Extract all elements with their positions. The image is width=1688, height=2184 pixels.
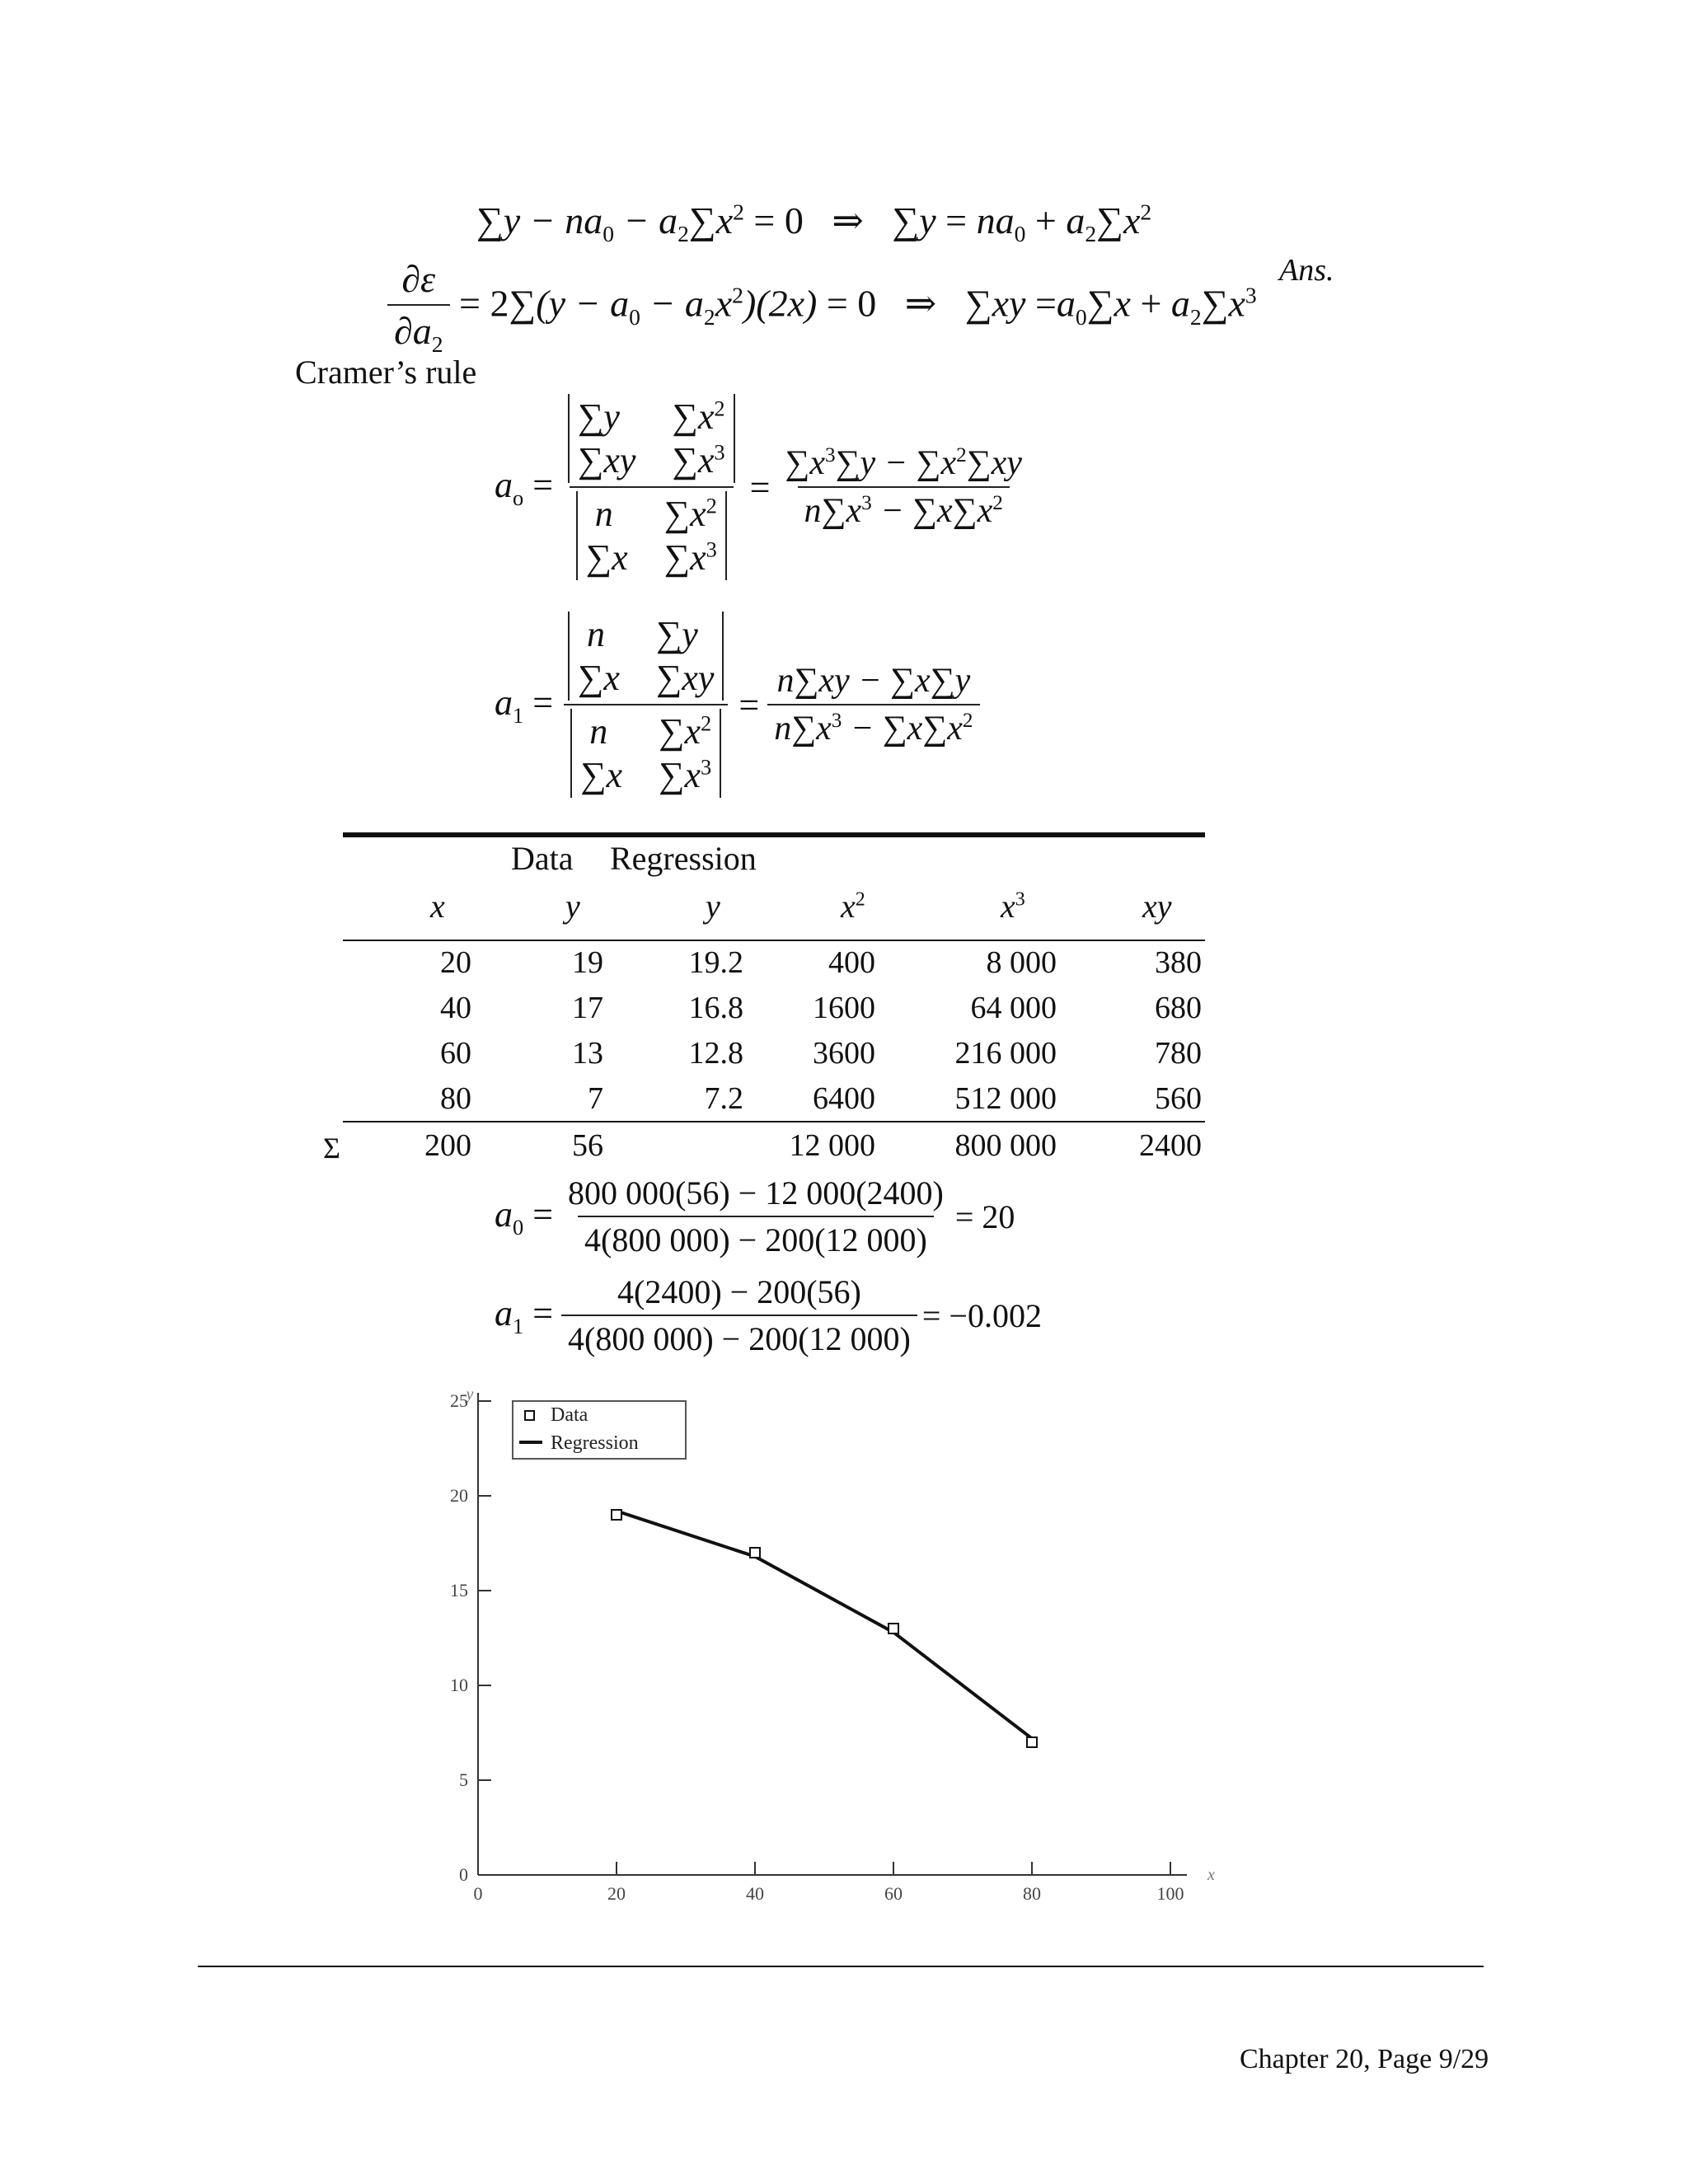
table-cell: 512 000	[954, 1080, 1057, 1116]
legend-data-label: Data	[551, 1404, 588, 1426]
table-body	[343, 940, 1205, 1121]
table-cell: 7.2	[704, 1080, 743, 1116]
col-header-xy: xy	[1142, 888, 1172, 925]
y-axis-label: y	[466, 1385, 474, 1404]
a0-value: = 20	[954, 1197, 1015, 1235]
table-sum-cells	[343, 1122, 1205, 1168]
equation-normal-1: $\sum y - na_0 - a_2\sum x^2 = 0$ ⇒ $\sum y = na_0 + a_2\sum x^2$	[476, 199, 1152, 247]
table-cell: 20	[440, 944, 471, 980]
table-top-rule	[343, 832, 1205, 837]
sum-cell: 200	[424, 1127, 471, 1163]
a1-value: = −0.002	[921, 1296, 1042, 1334]
sum-cell: 2400	[1139, 1127, 1202, 1163]
x-tick-label: 20	[607, 1883, 626, 1904]
x-tick-label: 40	[746, 1883, 764, 1904]
table-cell: 560	[1155, 1080, 1202, 1116]
x-tick-label: 60	[884, 1883, 903, 1904]
y-tick-label: 5	[459, 1769, 468, 1790]
result-a0: $a_0$ = $\frac{800 000(56) - 12 000(2400)}{4(800 000) - 200(12 000)}$ = 20	[495, 1174, 1015, 1258]
a1-denominator: 4(800 000) − 200(12 000)	[561, 1315, 917, 1358]
legend-regression-label: Regression	[551, 1432, 639, 1454]
cramers-rule-label: Cramer’s rule	[295, 354, 477, 391]
sum-cell	[607, 1122, 747, 1168]
table-cell: 80	[440, 1080, 471, 1116]
data-point	[1027, 1737, 1037, 1747]
y-tick-label: 15	[450, 1580, 468, 1601]
col-header-x2: $x^2$	[841, 888, 865, 925]
cramer-a0: $a_o$ = ∑y $\sum x^2$ ∑xy $\sum x^3$ n $\sum x^2$ ∑x $\sum x^3$ = $\frac{\sum x^3\sum y - \sum x^2\sum xy}{n\sum x^3 - \sum x\sum x^2}$	[495, 394, 1029, 580]
equation-normal-2: $\frac{\partial\varepsilon}{\partial a_2}$ = $2\sum(y - a_0 - a_2x^2)(2x) = 0$ ⇒ $\sum xy =a_0\sum x + a_2\sum x^3$	[387, 257, 1257, 358]
table-cell: 40	[440, 990, 471, 1025]
table-row	[343, 1030, 1205, 1076]
a0-numerator: 800 000(56) − 12 000(2400)	[568, 1174, 944, 1212]
table-cell: 12.8	[688, 1035, 743, 1071]
y-tick-label: 20	[450, 1485, 468, 1506]
col-header-y-regression: y	[706, 888, 720, 925]
legend-data-marker	[525, 1411, 534, 1420]
table-header-row	[343, 887, 1205, 928]
table-row	[343, 940, 1205, 985]
x-tick-label: 80	[1023, 1883, 1041, 1904]
ans-label: Ans.	[1279, 253, 1334, 288]
table-group-header-regression: Regression	[610, 840, 757, 877]
table-cell: 1600	[813, 990, 875, 1025]
table-cell: 19	[572, 944, 603, 980]
regression-chart	[412, 1385, 1215, 1912]
table-cell: 216 000	[954, 1035, 1057, 1071]
x-tick-label: 100	[1156, 1883, 1184, 1904]
y-tick-label: 0	[459, 1864, 468, 1885]
table-cell: 19.2	[688, 944, 743, 980]
y-tick-label: 10	[450, 1675, 468, 1695]
table-cell: 64 000	[970, 990, 1057, 1025]
col-header-y-data: y	[565, 888, 580, 925]
a1-numerator: 4(2400) − 200(56)	[617, 1273, 861, 1310]
data-point	[612, 1510, 621, 1520]
table-row	[343, 985, 1205, 1030]
footer-rule	[198, 1966, 1484, 1967]
x-axis-label: x	[1207, 1866, 1215, 1884]
table-cell: 60	[440, 1035, 471, 1071]
table-cell: 3600	[813, 1035, 875, 1071]
page-label: Chapter 20, Page 9/29	[1240, 2044, 1489, 2074]
table-cell: 400	[828, 944, 875, 980]
table-cell: 7	[588, 1080, 603, 1116]
x-tick-label: 0	[473, 1883, 483, 1904]
sum-cell: 56	[572, 1127, 603, 1163]
table-cell: 680	[1155, 990, 1202, 1025]
regression-line	[617, 1511, 1032, 1738]
table-cell: 8 000	[986, 944, 1057, 980]
table-sum-row	[343, 1122, 1205, 1168]
table-group-header-data: Data	[511, 840, 574, 877]
table-cell: 6400	[813, 1080, 875, 1116]
y-tick-label: 25	[450, 1390, 468, 1411]
sum-cell: 12 000	[789, 1127, 875, 1163]
a0-denominator: 4(800 000) − 200(12 000)	[578, 1216, 934, 1259]
sum-cell: 800 000	[954, 1127, 1057, 1163]
data-point	[750, 1548, 760, 1558]
col-header-x: x	[430, 888, 445, 925]
table-cell: 13	[572, 1035, 603, 1071]
table-cell: 780	[1155, 1035, 1202, 1071]
table-cell: 16.8	[688, 990, 743, 1025]
sum-symbol: Σ	[323, 1132, 340, 1165]
result-a1: $a_1$ = $\frac{4(2400) - 200(56)}{4(800 000) - 200(12 000)}$ = −0.002	[495, 1273, 1042, 1357]
table-cell: 380	[1155, 944, 1202, 980]
data-point	[889, 1624, 898, 1633]
col-header-x3: $x^3$	[1001, 888, 1025, 925]
table-row	[343, 1076, 1205, 1121]
table-cell: 17	[572, 990, 603, 1025]
cramer-a1: $a_1$ = n ∑y ∑x ∑xy n $\sum x^2$ ∑x $\sum x^3$ = $\frac{n\sum xy - \sum x\sum y}{n\sum x^3 - \sum x\sum x^2}$	[495, 612, 980, 798]
